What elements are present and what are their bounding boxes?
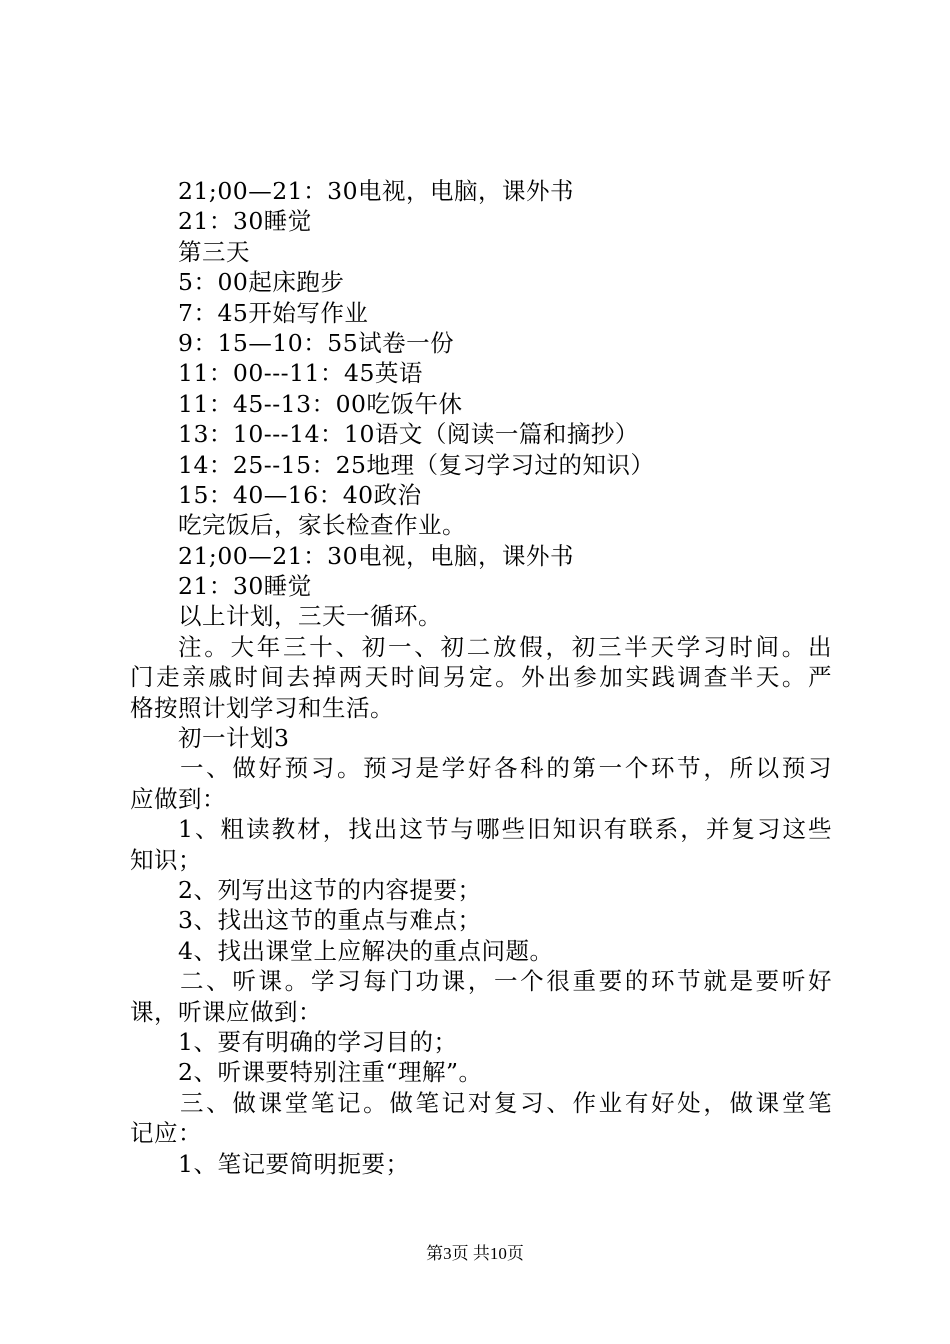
text-line: 21;00—21：30电视，电脑，课外书 (178, 177, 575, 205)
text-line: 注。大年三十、初一、初二放假，初三半天学习时间。出 (178, 632, 832, 661)
text-line: 一、做好预习。预习是学好各科的第一个环节，所以预习 (180, 754, 832, 783)
text-line: 13：10---14：10语文（阅读一篇和摘抄） (178, 420, 639, 449)
text-line: 三、做课堂笔记。做笔记对复习、作业有好处，做课堂笔 (180, 1088, 832, 1117)
text-line: 1、要有明确的学习目的； (178, 1027, 458, 1056)
text-line: 应做到： (130, 784, 226, 813)
text-line: 吃完饭后，家长检查作业。 (178, 511, 466, 540)
text-line: 21：30睡觉 (178, 572, 312, 601)
text-line: 11：00---11：45英语 (178, 359, 423, 388)
text-line: 知识； (130, 845, 202, 874)
text-line: 2、听课要特别注重“理解”。 (178, 1058, 483, 1087)
text-line: 课，听课应做到： (130, 997, 322, 1026)
text-line: 21：30睡觉 (178, 207, 312, 236)
text-line: 11：45--13：00吃饭午休 (178, 389, 463, 418)
text-line: 5：00起床跑步 (178, 268, 345, 297)
text-line: 2、列写出这节的内容提要； (178, 875, 482, 904)
text-line: 以上计划，三天一循环。 (178, 602, 442, 631)
text-line: 格按照计划学习和生活。 (130, 693, 394, 722)
text-line: 第三天 (178, 237, 250, 266)
text-line: 门走亲戚时间去掉两天时间另定。外出参加实践调查半天。严 (130, 663, 832, 692)
text-line: 7：45开始写作业 (178, 298, 369, 327)
text-line: 21;00—21：30电视，电脑，课外书 (178, 541, 575, 570)
text-line: 1、笔记要简明扼要； (178, 1149, 410, 1178)
text-line: 1、粗读教材，找出这节与哪些旧知识有联系，并复习这些 (178, 815, 832, 844)
text-line: 二、听课。学习每门功课，一个很重要的环节就是要听好 (180, 967, 832, 996)
text-line: 15：40—16：40政治 (178, 480, 422, 509)
text-line: 3、找出这节的重点与难点； (178, 906, 482, 935)
text-line: 9：15—10：55试卷一份 (178, 328, 455, 357)
section-heading: 初一计划3 (178, 724, 290, 753)
text-line: 记应： (130, 1119, 202, 1148)
page-footer: 第3页 共10页 (426, 1244, 524, 1263)
text-line: 14：25--15：25地理（复习学习过的知识） (178, 450, 655, 479)
document-body (130, 176, 832, 1179)
text-line: 4、找出课堂上应解决的重点问题。 (178, 936, 554, 965)
